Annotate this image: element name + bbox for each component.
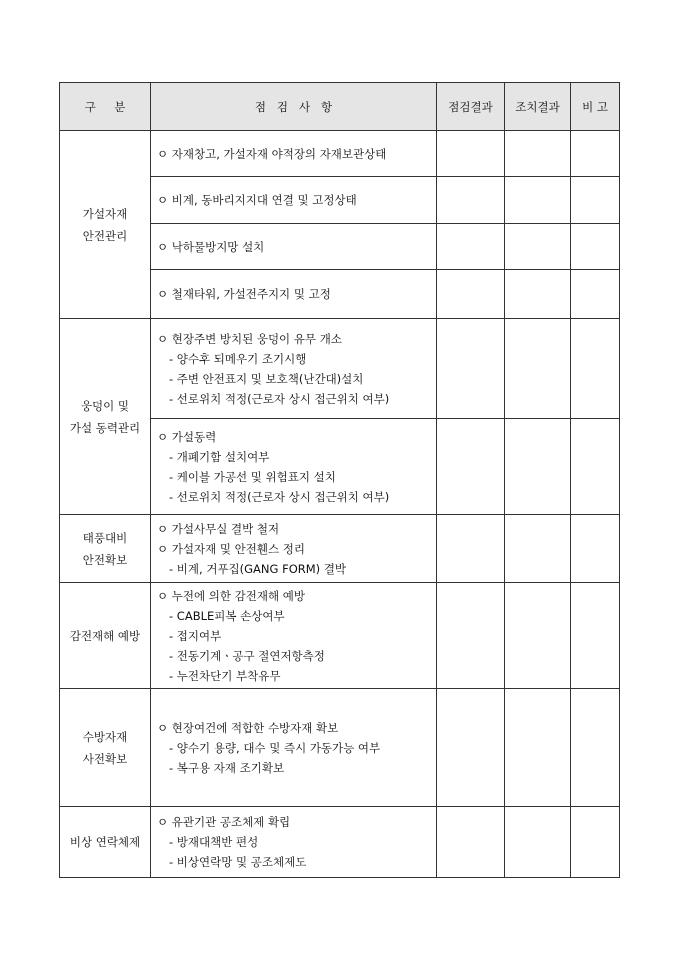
result-cell[interactable] [437, 807, 505, 878]
note-cell[interactable] [571, 419, 620, 515]
category-cell [60, 807, 151, 878]
action-cell[interactable] [505, 515, 571, 583]
item-line: ㅇ 가설자재 및 안전휀스 정리 [157, 541, 305, 556]
action-cell[interactable] [505, 689, 571, 807]
item-line: - 복구용 자재 조기확보 [169, 760, 285, 775]
category-line: 안전관리 [82, 228, 128, 243]
table-row [60, 689, 620, 807]
table-row [60, 515, 620, 583]
note-cell[interactable] [571, 583, 620, 689]
item-line: - 주변 안전표지 및 보호책(난간대)설치 [169, 371, 364, 386]
action-cell[interactable] [505, 583, 571, 689]
category-line: 웅덩이 및 [80, 398, 130, 413]
header-action: 조치결과 [505, 83, 571, 131]
table-row [60, 807, 620, 878]
item-cell [151, 515, 437, 583]
note-cell[interactable] [571, 177, 620, 224]
category-cell [60, 319, 151, 515]
result-cell[interactable] [437, 224, 505, 270]
category-line: 비상 연락체제 [69, 835, 141, 849]
table-row [60, 583, 620, 689]
category-cell [60, 515, 151, 583]
item-line: - 개폐기함 설치여부 [169, 449, 270, 464]
result-cell[interactable] [437, 419, 505, 515]
item-line: ㅇ 철재타워, 가설전주지지 및 고정 [157, 284, 430, 304]
item-cell [151, 224, 437, 270]
item-line: - CABLE피복 손상여부 [169, 608, 285, 623]
result-cell[interactable] [437, 319, 505, 419]
item-cell [151, 689, 437, 807]
item-line: ㅇ 가설사무실 결박 철저 [157, 519, 430, 539]
category-line: 안전확보 [82, 552, 128, 567]
note-cell[interactable] [571, 807, 620, 878]
category-line: 가설 동력관리 [69, 420, 141, 435]
note-cell[interactable] [571, 515, 620, 583]
category-cell [60, 131, 151, 319]
action-cell[interactable] [505, 319, 571, 419]
category-line: 가설자재 [82, 206, 128, 221]
result-cell[interactable] [437, 270, 505, 319]
item-line: - 양수후 되메우기 조기시행 [169, 351, 307, 366]
item-line: ㅇ 자재창고, 가설자재 야적장의 자재보관상태 [157, 144, 430, 164]
item-line: - 선로위치 적정(근로자 상시 접근위치 여부) [169, 391, 390, 406]
item-line: ㅇ 누전에 의한 감전재해 예방 [157, 586, 430, 606]
item-line: ㅇ 가설동력 [157, 427, 430, 447]
inspection-checklist-table [59, 82, 620, 878]
item-line: ㅇ 유관기관 공조체제 확립 [157, 812, 430, 832]
header-note: 비 고 [571, 83, 620, 131]
item-line: ㅇ 낙하물방지망 설치 [157, 237, 430, 257]
item-line: - 선로위치 적정(근로자 상시 접근위치 여부) [169, 489, 390, 504]
item-cell [151, 270, 437, 319]
action-cell[interactable] [505, 419, 571, 515]
category-line: 수방자재 [82, 729, 128, 744]
result-cell[interactable] [437, 689, 505, 807]
item-cell [151, 583, 437, 689]
note-cell[interactable] [571, 131, 620, 177]
item-line: - 비상연락망 및 공조체제도 [169, 855, 307, 869]
category-line: 태풍대비 [82, 530, 128, 545]
item-cell [151, 419, 437, 515]
note-cell[interactable] [571, 224, 620, 270]
action-cell[interactable] [505, 177, 571, 224]
result-cell[interactable] [437, 177, 505, 224]
item-line: - 비계, 거푸집(GANG FORM) 결박 [169, 561, 347, 576]
item-line: - 전동기계ㆍ공구 절연저항측정 [169, 648, 325, 663]
note-cell[interactable] [571, 270, 620, 319]
note-cell[interactable] [571, 689, 620, 807]
action-cell[interactable] [505, 131, 571, 177]
item-line: ㅇ 현장여건에 적합한 수방자재 확보 [157, 718, 430, 738]
item-cell [151, 131, 437, 177]
item-line: - 누전차단기 부착유무 [169, 668, 281, 683]
header-row [60, 83, 620, 131]
category-line: 감전재해 예방 [69, 628, 141, 643]
item-cell [151, 319, 437, 419]
category-cell [60, 689, 151, 807]
header-items: 점 검 사 항 [151, 83, 437, 131]
item-line: ㅇ 현장주변 방치된 웅덩이 유무 개소 [157, 329, 430, 349]
header-result: 점검결과 [437, 83, 505, 131]
category-line: 사전확보 [82, 751, 128, 766]
header-category: 구 분 [60, 83, 151, 131]
table-row [60, 319, 620, 419]
note-cell[interactable] [571, 319, 620, 419]
item-line: - 접지여부 [169, 628, 222, 643]
action-cell[interactable] [505, 224, 571, 270]
result-cell[interactable] [437, 515, 505, 583]
result-cell[interactable] [437, 583, 505, 689]
table-row [60, 131, 620, 177]
result-cell[interactable] [437, 131, 505, 177]
item-cell [151, 177, 437, 224]
item-line: ㅇ 비계, 동바리지지대 연결 및 고정상태 [157, 190, 430, 210]
action-cell[interactable] [505, 807, 571, 878]
item-line: - 양수기 용량, 대수 및 즉시 가동가능 여부 [169, 740, 381, 755]
item-line: - 방재대책반 편성 [169, 835, 259, 849]
item-cell [151, 807, 437, 878]
item-line: - 케이블 가공선 및 위험표지 설치 [169, 469, 336, 484]
action-cell[interactable] [505, 270, 571, 319]
category-cell [60, 583, 151, 689]
